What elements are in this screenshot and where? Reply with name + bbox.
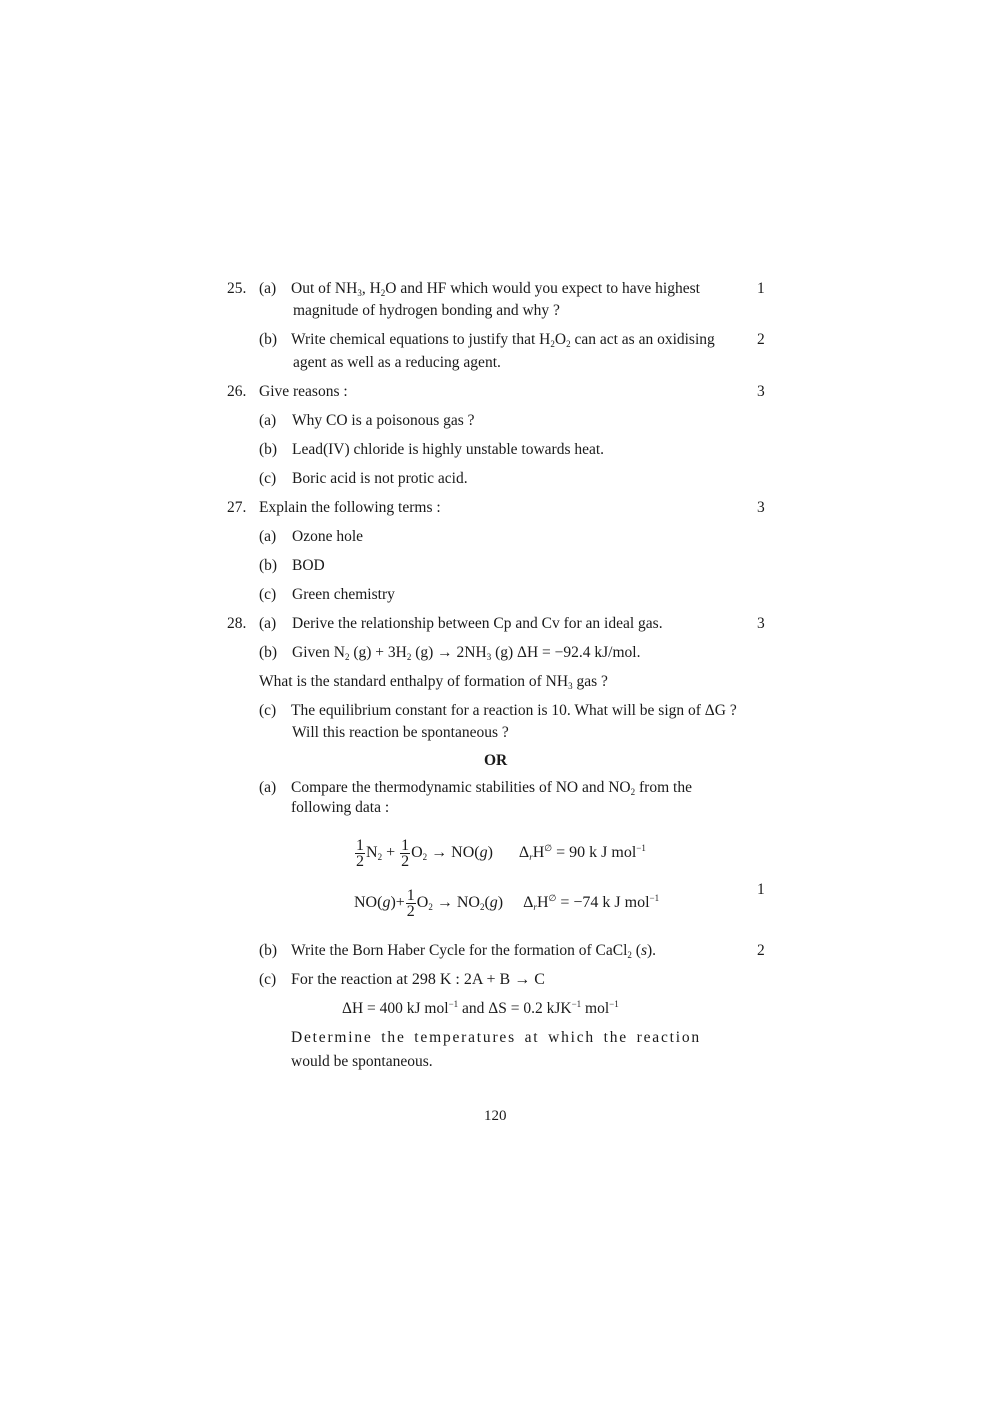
part-label-26c: (c)	[259, 470, 277, 487]
question-28a-text: Derive the relationship between Cp and Cv for an ideal gas.	[292, 615, 663, 632]
part-label-28-or-b: (b)	[259, 942, 278, 959]
part-label-26b: (b)	[259, 441, 278, 458]
question-27-heading: Explain the following terms :	[259, 499, 441, 516]
part-label-26a: (a)	[259, 412, 277, 429]
question-28-or-c-line3: Determine the temperatures at which the reaction	[291, 1029, 701, 1046]
part-label-27a: (a)	[259, 528, 277, 545]
question-28b-text: Given $N_2$ $(g) + 3H_2$ $(g) \to 2NH_3$ (g) ΔH = −92.4 kJ/mol.	[292, 644, 641, 662]
part-label-28c: (c)	[259, 702, 277, 719]
question-number-28: 28.	[227, 615, 247, 632]
question-27b-text: BOD	[292, 557, 325, 574]
marks-26: 3	[757, 383, 765, 400]
marks-28-or-b: 2	[757, 942, 765, 959]
question-28c-text-line1: The equilibrium constant for a reaction is 10. What will be sign of ΔG ?	[291, 702, 737, 719]
equation-1: $\frac{1}{2}$ $N_2$ + $\frac{1}{2}$ $O_2 \to NO(g) \Delta_rH^\emptyset = 90$ k J mol$^{-1}$	[356, 836, 646, 870]
question-28c-text-line2: Will this reaction be spontaneous ?	[292, 724, 509, 741]
part-label-28-or-a: (a)	[259, 779, 277, 796]
marks-25a: 1	[757, 280, 765, 297]
part-label-27b: (b)	[259, 557, 278, 574]
marks-25b: 2	[757, 331, 765, 348]
fraction: $\frac{1}{2}$	[356, 836, 364, 870]
question-28-or-a-line2: following data :	[291, 799, 390, 816]
part-label-28b: (b)	[259, 644, 278, 661]
question-26b-text: Lead(IV) chloride is highly unstable towards heat.	[292, 441, 605, 458]
marks-28: 3	[757, 615, 765, 632]
question-25b-text-line2: agent as well as a reducing agent.	[293, 354, 501, 371]
part-label-28a: (a)	[259, 615, 277, 632]
question-26c-text: Boric acid is not protic acid.	[292, 470, 468, 487]
fraction: $\frac{1}{2}$	[406, 886, 415, 920]
part-label-25a: (a)	[259, 280, 277, 297]
question-28-or-b-text: Write the Born Haber Cycle for the formation of CaCl$_2$ (s).	[291, 942, 657, 960]
marks-28-or-a: 1	[757, 881, 765, 898]
question-number-25: 25.	[227, 280, 247, 297]
question-number-27: 27.	[227, 499, 247, 516]
question-25a-text-line1: Out of $NH_3$, $H_2O$ and HF which would you expect to have highest	[291, 280, 700, 298]
or-separator: OR	[484, 752, 508, 769]
question-28-or-c-equation: ΔH = 400 kJ mol$^{-1}$ and ΔS = 0.2 kJK$^{-1}$ mol$^{-1}$	[342, 999, 619, 1017]
page-number: 120	[484, 1108, 507, 1124]
question-number-26: 26.	[227, 383, 247, 400]
part-label-27c: (c)	[259, 586, 277, 603]
question-28-or-c-line4: would be spontaneous.	[291, 1053, 433, 1070]
fraction: $\frac{1}{2}$	[401, 836, 410, 870]
question-27a-text: Ozone hole	[292, 528, 364, 545]
question-26-heading: Give reasons :	[259, 383, 348, 400]
question-25a-text-line2: magnitude of hydrogen bonding and why ?	[293, 302, 560, 319]
question-27c-text: Green chemistry	[292, 586, 395, 603]
part-label-28-or-c: (c)	[259, 971, 277, 988]
question-26a-text: Why CO is a poisonous gas ?	[292, 412, 475, 429]
question-28-or-a-line1: Compare the thermodynamic stabilities of NO and $NO_2$ from the	[291, 779, 692, 797]
question-25b-text-line1: Write chemical equations to justify that $H_2O_2$ can act as an oxidising	[291, 331, 715, 349]
question-28b-followup: What is the standard enthalpy of formation of $NH_3$ gas ?	[259, 673, 608, 691]
part-label-25b: (b)	[259, 331, 278, 348]
marks-27: 3	[757, 499, 765, 516]
equation-2: NO(g)+ $\frac{1}{2}$ $O_2 \to NO_2(g) \Delta_rH^\emptyset = -74$ k J mol$^{-1}$	[354, 886, 660, 920]
question-28-or-c-line1: For the reaction at 298 K : 2A + B → C	[291, 971, 545, 988]
